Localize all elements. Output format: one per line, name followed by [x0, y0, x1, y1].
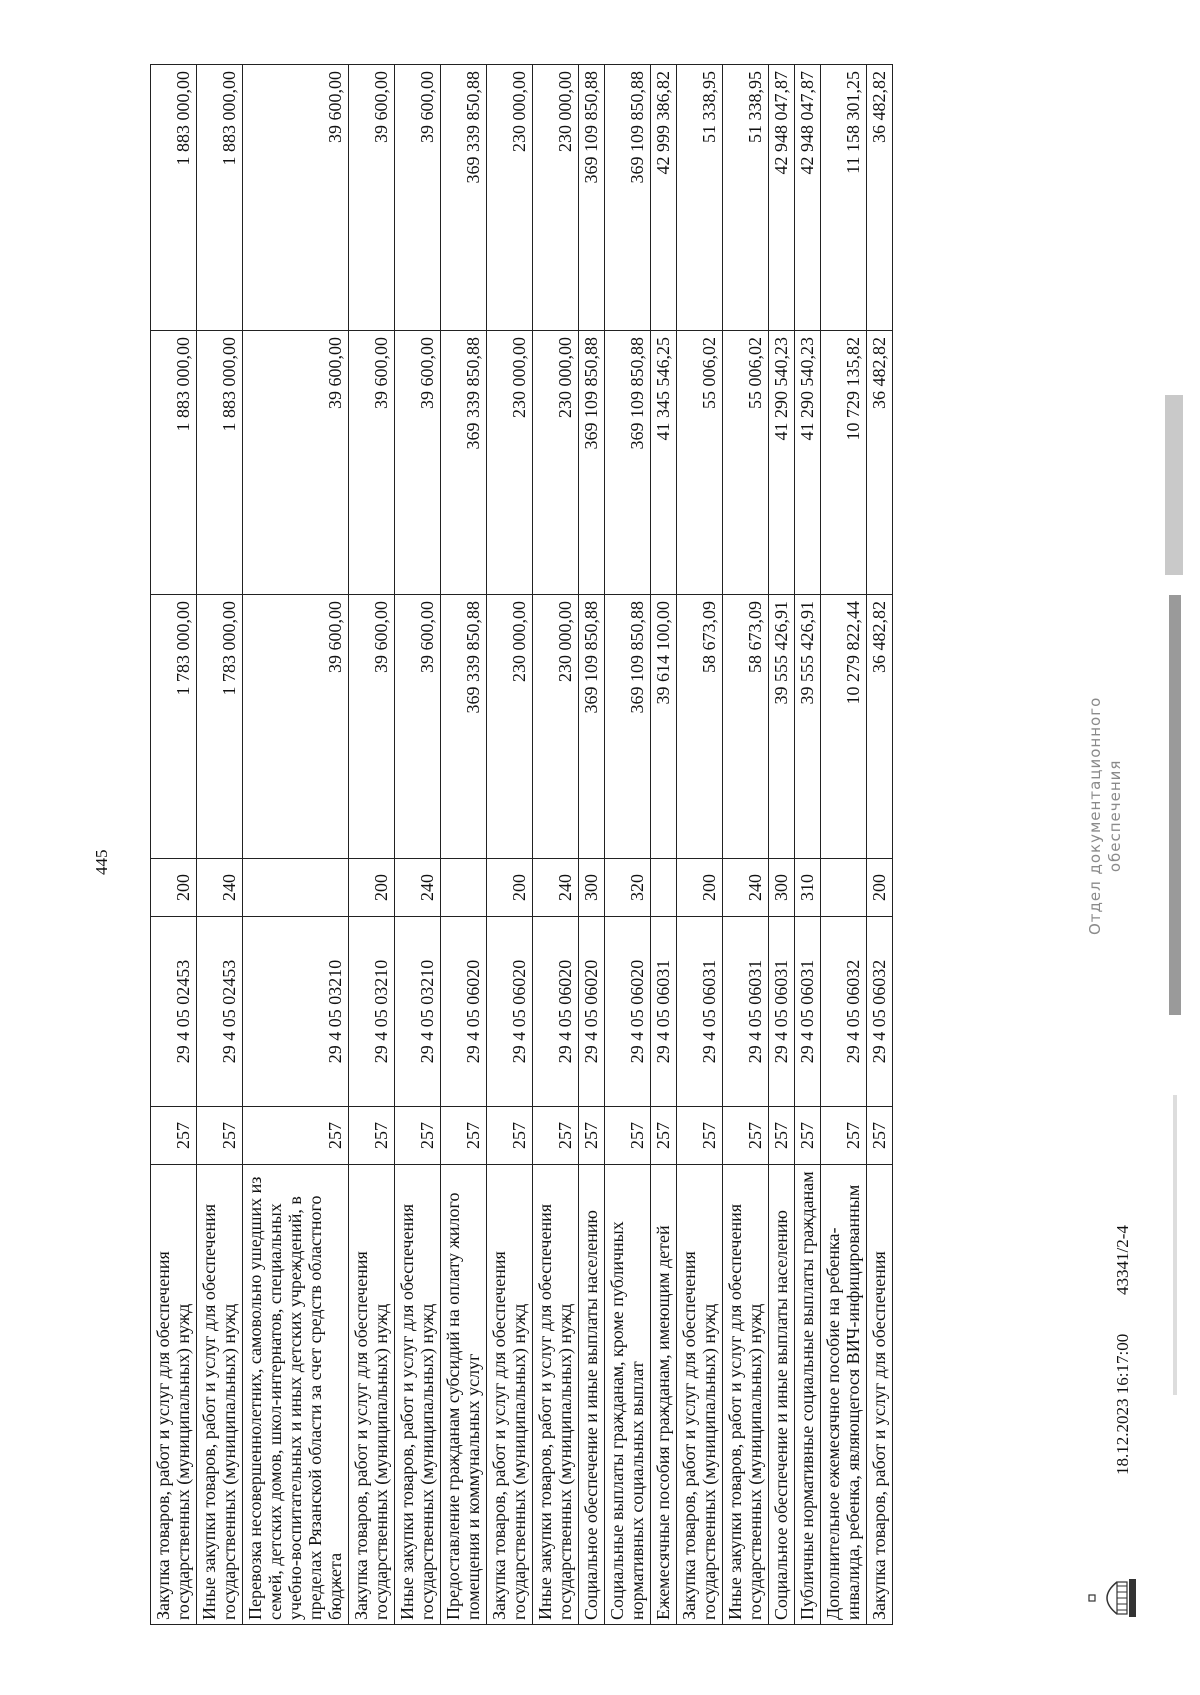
cell-sum-1: 369 109 850,88 — [605, 594, 650, 858]
department-stamp — [1085, 697, 1125, 935]
table-row — [723, 64, 769, 1624]
table-row — [533, 64, 579, 1624]
cell-gr: 257 — [605, 1106, 650, 1164]
cell-sum-1: 230 000,00 — [533, 594, 578, 858]
cell-name-line: Иные закупки товаров, работ и услуг для обеспечения — [535, 1204, 555, 1620]
cell-vr: 200 — [867, 858, 892, 916]
cell-gr: 257 — [197, 1106, 242, 1164]
cell-name-line: Дополнительное ежемесячное пособие на ребенка- — [823, 1227, 843, 1620]
cell-name-line: государственных (муниципальных) нужд — [555, 1303, 575, 1620]
cell-name-line: государственных (муниципальных) нужд — [699, 1303, 719, 1620]
cell-vr: 200 — [677, 858, 722, 916]
cell-vr: 310 — [795, 858, 820, 916]
cell-sum-1: 230 000,00 — [487, 594, 532, 858]
cell-name-line: учебно-воспитательных и иных детских учреждений, в — [285, 1196, 305, 1620]
cell-name — [651, 1164, 676, 1624]
cell-sum-1: 39 600,00 — [349, 594, 394, 858]
cell-sum-2: 369 109 850,88 — [579, 330, 604, 594]
cell-sum-3: 11 158 301,25 — [821, 64, 866, 330]
footer-code: 43341/2-4 — [1113, 1225, 1132, 1295]
page-number: 445 — [92, 849, 111, 875]
cell-sum-3: 230 000,00 — [487, 64, 532, 330]
cell-sum-1: 58 673,09 — [677, 594, 722, 858]
table-row — [197, 64, 243, 1624]
cell-sum-3: 39 600,00 — [243, 64, 348, 330]
cell-gr: 257 — [349, 1106, 394, 1164]
cell-name-line: Социальные выплаты гражданам, кроме публичных — [607, 1221, 627, 1620]
cell-csr: 29 4 05 03210 — [395, 916, 440, 1106]
cell-name-line: нормативных социальных выплат — [627, 1361, 647, 1620]
cell-csr: 29 4 05 06031 — [769, 916, 794, 1106]
table-row — [795, 64, 821, 1624]
cell-sum-1: 58 673,09 — [723, 594, 768, 858]
table-row — [821, 64, 867, 1624]
cell-sum-2: 230 000,00 — [533, 330, 578, 594]
cell-gr: 257 — [395, 1106, 440, 1164]
cell-sum-1: 39 614 100,00 — [651, 594, 676, 858]
cell-name-line: государственных (муниципальных) нужд — [745, 1303, 765, 1620]
cell-name-line: Ежемесячные пособия гражданам, имеющим детей — [653, 1225, 673, 1620]
cell-name — [579, 1164, 604, 1624]
cell-name-line: пределах Рязанской области за счет средств областного — [305, 1195, 325, 1620]
cell-name — [441, 1164, 486, 1624]
cell-name-line: Социальное обеспечение и иные выплаты населению — [581, 1210, 601, 1620]
cell-sum-3: 39 600,00 — [395, 64, 440, 330]
cell-sum-3: 1 883 000,00 — [197, 64, 242, 330]
cell-name — [151, 1164, 196, 1624]
table-row — [395, 64, 441, 1624]
cell-gr: 257 — [723, 1106, 768, 1164]
cell-gr: 257 — [867, 1106, 892, 1164]
cell-sum-1: 39 555 426,91 — [795, 594, 820, 858]
cell-name — [795, 1164, 820, 1624]
cell-name — [349, 1164, 394, 1624]
cell-csr: 29 4 05 06020 — [533, 916, 578, 1106]
cell-sum-3: 39 600,00 — [349, 64, 394, 330]
table-row — [487, 64, 533, 1624]
scan-edge-artifact — [1155, 0, 1195, 1695]
table-row — [677, 64, 723, 1624]
cell-csr: 29 4 05 06031 — [651, 916, 676, 1106]
stamp-line-2: обеспечения — [1106, 759, 1124, 873]
cell-sum-2: 39 600,00 — [243, 330, 348, 594]
footer-date: 18.12.2023 16:17:00 — [1113, 1333, 1132, 1475]
cell-csr: 29 4 05 06032 — [867, 916, 892, 1106]
table-row — [579, 64, 605, 1624]
cell-name-line: государственных (муниципальных) нужд — [173, 1303, 193, 1620]
cell-name-line: Закупка товаров, работ и услуг для обеспечения — [489, 1251, 509, 1620]
cell-sum-3: 230 000,00 — [533, 64, 578, 330]
cell-name-line: помещения и коммунальных услуг — [463, 1353, 483, 1620]
cell-csr: 29 4 05 06031 — [723, 916, 768, 1106]
cell-sum-2: 36 482,82 — [867, 330, 892, 594]
cell-vr: 300 — [579, 858, 604, 916]
cell-sum-3: 369 109 850,88 — [579, 64, 604, 330]
cell-gr: 257 — [487, 1106, 532, 1164]
cell-sum-2: 41 345 546,25 — [651, 330, 676, 594]
table-row — [441, 64, 487, 1624]
cell-gr: 257 — [651, 1106, 676, 1164]
cell-name — [867, 1164, 892, 1624]
cell-sum-2: 230 000,00 — [487, 330, 532, 594]
cell-sum-2: 55 006,02 — [723, 330, 768, 594]
cell-name — [197, 1164, 242, 1624]
table-row — [349, 64, 395, 1624]
cell-csr: 29 4 05 03210 — [349, 916, 394, 1106]
cell-sum-3: 42 999 386,82 — [651, 64, 676, 330]
budget-table — [150, 64, 893, 1625]
cell-csr: 29 4 05 06032 — [821, 916, 866, 1106]
cell-name-line: Закупка товаров, работ и услуг для обеспечения — [351, 1251, 371, 1620]
cell-name-line: Иные закупки товаров, работ и услуг для обеспечения — [725, 1204, 745, 1620]
stamp-line-1: Отдел документационного — [1086, 696, 1104, 935]
cell-name-line: государственных (муниципальных) нужд — [509, 1303, 529, 1620]
cell-vr: 320 — [605, 858, 650, 916]
cell-name — [533, 1164, 578, 1624]
cell-sum-3: 51 338,95 — [723, 64, 768, 330]
cell-sum-2: 369 339 850,88 — [441, 330, 486, 594]
cell-sum-2: 1 883 000,00 — [151, 330, 196, 594]
cell-sum-3: 42 948 047,87 — [769, 64, 794, 330]
cell-sum-3: 42 948 047,87 — [795, 64, 820, 330]
cell-gr: 257 — [243, 1106, 348, 1164]
cell-gr: 257 — [769, 1106, 794, 1164]
cell-sum-1: 36 482,82 — [867, 594, 892, 858]
cell-sum-1: 39 600,00 — [395, 594, 440, 858]
table-row — [651, 64, 677, 1624]
table-row — [605, 64, 651, 1624]
cell-vr: 240 — [197, 858, 242, 916]
cell-gr: 257 — [151, 1106, 196, 1164]
table-row — [243, 64, 349, 1624]
cell-sum-2: 10 729 135,82 — [821, 330, 866, 594]
cell-sum-1: 1 783 000,00 — [151, 594, 196, 858]
cell-sum-3: 1 883 000,00 — [151, 64, 196, 330]
cell-csr: 29 4 05 06020 — [579, 916, 604, 1106]
cell-name — [677, 1164, 722, 1624]
cell-gr: 257 — [677, 1106, 722, 1164]
cell-vr — [821, 858, 866, 916]
cell-name-line: Иные закупки товаров, работ и услуг для обеспечения — [397, 1204, 417, 1620]
table-row — [769, 64, 795, 1624]
cell-name-line: Публичные нормативные социальные выплаты гражданам — [797, 1171, 817, 1620]
cell-gr: 257 — [441, 1106, 486, 1164]
cell-name-line: Иные закупки товаров, работ и услуг для обеспечения — [199, 1204, 219, 1620]
cell-gr: 257 — [821, 1106, 866, 1164]
cell-sum-3: 369 109 850,88 — [605, 64, 650, 330]
cell-vr — [243, 858, 348, 916]
cell-name — [605, 1164, 650, 1624]
cell-name-line: Закупка товаров, работ и услуг для обеспечения — [869, 1251, 889, 1620]
cell-name-line: Перевозка несовершеннолетних, самовольно ушедших из — [245, 1176, 265, 1620]
cell-csr: 29 4 05 06031 — [677, 916, 722, 1106]
cell-sum-1: 39 600,00 — [243, 594, 348, 858]
cell-vr: 240 — [723, 858, 768, 916]
cell-name — [769, 1164, 794, 1624]
cell-csr: 29 4 05 06020 — [487, 916, 532, 1106]
cell-sum-2: 41 290 540,23 — [769, 330, 794, 594]
cell-name-line: Социальное обеспечение и иные выплаты населению — [771, 1210, 791, 1620]
cell-csr: 29 4 05 02453 — [151, 916, 196, 1106]
cell-sum-3: 369 339 850,88 — [441, 64, 486, 330]
cell-vr: 200 — [487, 858, 532, 916]
cell-name-line: бюджета — [325, 1552, 345, 1620]
cell-gr: 257 — [795, 1106, 820, 1164]
cell-name-line: семей, детских домов, школ-интернатов, специальных — [265, 1203, 285, 1620]
cell-sum-1: 39 555 426,91 — [769, 594, 794, 858]
cell-vr: 240 — [533, 858, 578, 916]
cell-sum-1: 369 339 850,88 — [441, 594, 486, 858]
cell-name — [723, 1164, 768, 1624]
cell-vr — [651, 858, 676, 916]
cell-vr: 200 — [349, 858, 394, 916]
cell-gr: 257 — [533, 1106, 578, 1164]
cell-sum-2: 39 600,00 — [395, 330, 440, 594]
cell-name — [395, 1164, 440, 1624]
cell-sum-2: 369 109 850,88 — [605, 330, 650, 594]
cell-sum-2: 39 600,00 — [349, 330, 394, 594]
cell-vr: 200 — [151, 858, 196, 916]
table-row — [867, 64, 893, 1624]
cell-csr: 29 4 05 06031 — [795, 916, 820, 1106]
cell-name-line: инвалида, ребенка, являющегося ВИЧ-инфицированным — [843, 1184, 863, 1620]
cell-csr: 29 4 05 03210 — [243, 916, 348, 1106]
cell-name-line: государственных (муниципальных) нужд — [219, 1303, 239, 1620]
cell-vr — [441, 858, 486, 916]
cell-vr: 240 — [395, 858, 440, 916]
cell-sum-1: 369 109 850,88 — [579, 594, 604, 858]
cell-sum-3: 51 338,95 — [677, 64, 722, 330]
cell-name — [487, 1164, 532, 1624]
cell-sum-2: 55 006,02 — [677, 330, 722, 594]
cell-sum-1: 1 783 000,00 — [197, 594, 242, 858]
cell-vr: 300 — [769, 858, 794, 916]
cell-name-line: Предоставление гражданам субсидий на оплату жилого — [443, 1192, 463, 1620]
cell-name-line: государственных (муниципальных) нужд — [417, 1303, 437, 1620]
cell-csr: 29 4 05 02453 — [197, 916, 242, 1106]
cell-sum-1: 10 279 822,44 — [821, 594, 866, 858]
cell-gr: 257 — [579, 1106, 604, 1164]
cell-name — [243, 1164, 348, 1624]
cell-name-line: государственных (муниципальных) нужд — [371, 1303, 391, 1620]
cell-name — [821, 1164, 866, 1624]
cell-sum-2: 1 883 000,00 — [197, 330, 242, 594]
cell-sum-2: 41 290 540,23 — [795, 330, 820, 594]
cell-sum-3: 36 482,82 — [867, 64, 892, 330]
table-row — [151, 64, 197, 1624]
cell-name-line: Закупка товаров, работ и услуг для обеспечения — [153, 1251, 173, 1620]
duma-logo-icon — [1087, 1576, 1139, 1620]
cell-csr: 29 4 05 06020 — [441, 916, 486, 1106]
cell-csr: 29 4 05 06020 — [605, 916, 650, 1106]
cell-name-line: Закупка товаров, работ и услуг для обеспечения — [679, 1251, 699, 1620]
